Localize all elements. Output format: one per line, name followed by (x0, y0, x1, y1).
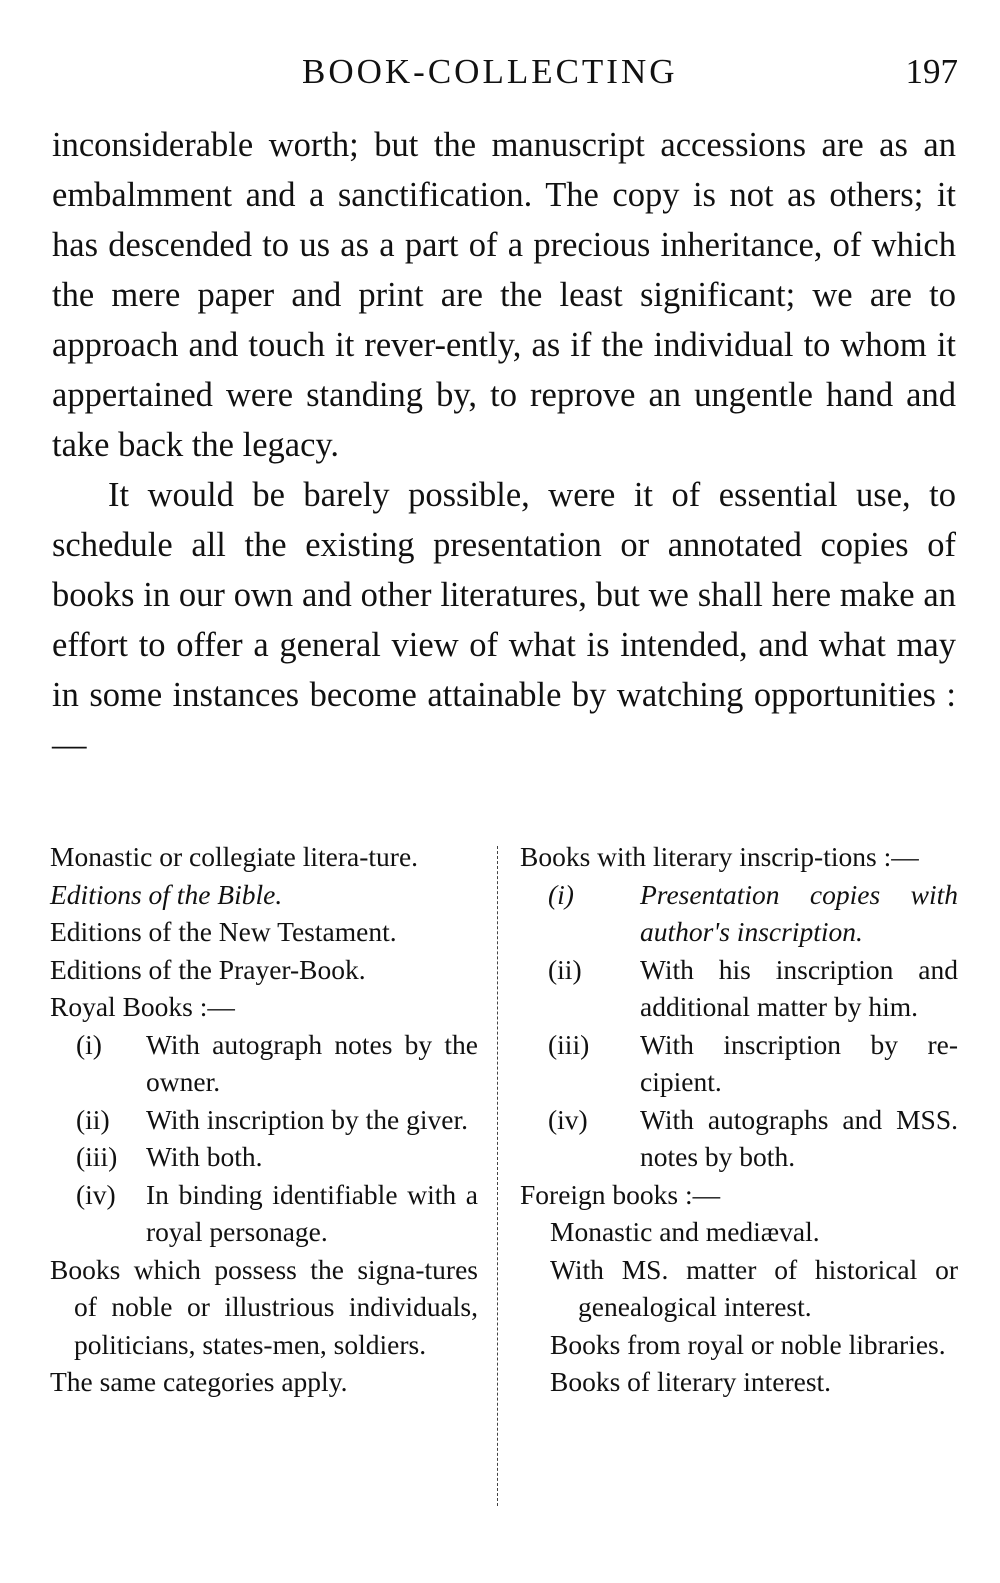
item-number: (iii) (548, 1028, 590, 1060)
page-header (52, 52, 958, 102)
sub-list-item (520, 1101, 958, 1176)
list-item: The same categories apply. (50, 1366, 348, 1397)
item-text: With autographs and MSS. notes by both. (640, 1103, 958, 1172)
sub-list-item (520, 876, 958, 951)
item-number: (ii) (548, 953, 582, 985)
item-number: (iv) (548, 1103, 588, 1135)
column-divider (497, 846, 498, 1506)
item-number: (iv) (76, 1178, 116, 1210)
item-text: In binding identifiable with a royal personage. (146, 1178, 478, 1247)
item-text: With autograph notes by the owner. (146, 1028, 478, 1097)
list-item: Editions of the Prayer-Book. (50, 953, 366, 985)
list-item: Editions of the New Testament. (50, 916, 397, 947)
paragraph: It would be barely possible, were it of essential use, to schedule all the existing presentation or annotated copies of books in our own and other literatures, but we shall here make an effort to offer a general view of what is intended, and what may in some instances become attainable by watching opportunities :— (52, 476, 956, 764)
item-text: Presentation copies with author's inscription. (640, 878, 958, 947)
running-title: BOOK-COLLECTING (302, 52, 678, 91)
list-item: Foreign books :— (520, 1178, 721, 1210)
sub-list-item (50, 1176, 478, 1251)
sub-list-item: Monastic and mediæval. (550, 1216, 820, 1247)
paragraph: inconsiderable worth; but the manuscript accessions are as an embalmment and a sanctification. The copy is not as others; it has descended to us as a part of a precious inheritance, of which the mere paper and print are the least significant; we are to approach and touch it rever-ently, as if the individual to whom it appertained were standing by, to reprove an ungentle hand and take back the legacy. (52, 126, 956, 464)
left-column (50, 838, 478, 1401)
sub-list-item: With MS. matter of historical or genealogical interest. (550, 1253, 958, 1322)
sub-list-item (50, 1138, 478, 1176)
sub-list-item (50, 1101, 478, 1139)
sub-list-item (520, 951, 958, 1026)
item-number: (ii) (76, 1103, 110, 1135)
item-number: (i) (548, 878, 574, 910)
sub-list-item: Books from royal or noble libraries. (550, 1328, 946, 1360)
sub-list-item: Books of literary interest. (550, 1366, 832, 1397)
page-number: 197 (905, 52, 958, 91)
list-item: Books with literary inscrip-tions :— (520, 841, 919, 872)
list-item: Books which possess the signa-tures of noble or illustrious individuals, politicians, states-men, soldiers. (50, 1253, 478, 1360)
item-text: With his inscription and additional matter by him. (640, 953, 958, 1022)
right-column (520, 838, 958, 1401)
item-text: With inscription by the giver. (146, 1103, 468, 1135)
item-text: With inscription by re-cipient. (640, 1028, 958, 1097)
item-number: (i) (76, 1028, 102, 1060)
sub-list-item (50, 1026, 478, 1101)
sub-list-item (520, 1026, 958, 1101)
list-item: Royal Books :— (50, 991, 235, 1022)
item-text: With both. (146, 1141, 263, 1172)
list-item: Monastic or collegiate litera-ture. (50, 841, 419, 872)
body-text (52, 120, 956, 770)
list-item: Editions of the Bible. (50, 878, 283, 910)
item-number: (iii) (76, 1141, 118, 1172)
